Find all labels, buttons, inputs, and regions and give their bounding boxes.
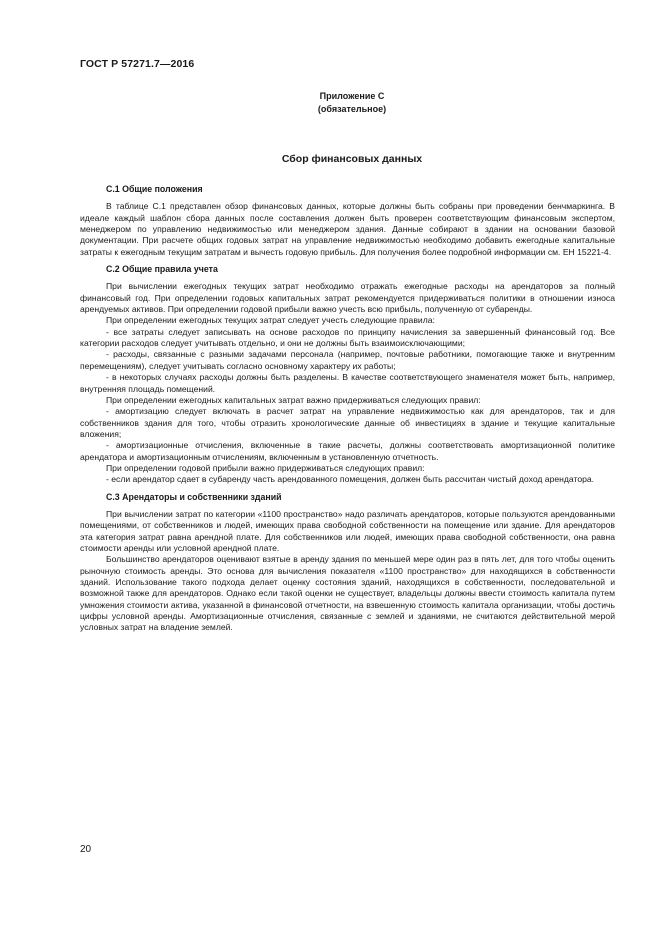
section-heading-c1: С.1 Общие положения xyxy=(106,184,203,194)
appendix-title: Приложение С xyxy=(319,91,385,101)
section-heading-c2: С.2 Общие правила учета xyxy=(106,264,218,275)
list-item: - амортизацию следует включать в расчет затрат на управление недвижимостью как для арендаторов, так и для собственников здания для того, чтобы отразить хронологические данные об инвестициях в здание и текущие капитальные вложения; xyxy=(80,406,615,439)
paragraph: При вычислении затрат по категории «1100 пространство» надо различать арендаторов, которые пользуются арендованными помещениями, от собственников и людей, имеющих права свободной собственности на помещение или здание. Для арендаторов эта категория затрат равна арендной плате. Для собственников или людей, имеющих права свободной собственности, она равна стоимости аренды или условной арендной плате. xyxy=(80,508,615,553)
paragraph: При определении годовой прибыли важно придерживаться следующих правил: xyxy=(106,462,425,473)
paragraph: При определении ежегодных текущих затрат следует учесть следующие правила: xyxy=(106,315,435,326)
list-item: - амортизационные отчисления, включенные в такие расчеты, должны соответствовать амортизационной политике арендатора и амортизационным отчислениям, включенным в установленную отчетность. xyxy=(80,440,615,462)
appendix-status: (обязательное) xyxy=(317,104,387,114)
section-heading-c3: С.3 Арендаторы и собственники зданий xyxy=(106,491,282,502)
appendix-block xyxy=(80,90,588,116)
list-item: - в некоторых случаях расходы должны быть разделены. В качестве соответствующего знаменателя может быть, например, внутренняя площадь помещений. xyxy=(80,372,615,394)
page-title: Сбор финансовых данных xyxy=(281,153,423,165)
paragraph: При вычислении ежегодных текущих затрат необходимо отражать ежегодные расходы на арендаторов за полный финансовый год. При определении годовых капитальных затрат рекомендуется придерживаться политики в отношении износа арендуемых активов. При определении годовой прибыли важно учесть всю прибыль, полученную от субаренды. xyxy=(80,281,615,315)
list-item: - все затраты следует записывать на основе расходов по принципу начисления за завершенный финансовый год. Все категории расходов следует учитывать отдельно, и они не должны быть взаимоисключающими; xyxy=(80,326,615,349)
page-number: 20 xyxy=(80,844,92,855)
standard-header: ГОСТ Р 57271.7—2016 xyxy=(80,58,195,70)
document-body xyxy=(80,180,615,634)
paragraph: Большинство арендаторов оценивают взятые в аренду здания по меньшей мере один раз в пять лет, для того чтобы оценить рыночную стоимость аренды. Это основа для вычисления показателя «1100 пространство» для находящихся в собственности зданий. Использование такого подхода делает оценку состояния зданий, находящихся в собственности, последовательной и возможной также для арендаторов. Однако если такой оценки не существует, владельцы должны ввести стоимость капитала путем умножения стоимости актива, указанной в финансовой отчетности, на взвешенную стоимость капитала организации, чтобы достичь цифры условной аренды. Амортизационные отчисления, связанные с землей и зданиями, не считаются действительной мерой условных затрат на владение землей. xyxy=(80,554,615,633)
paragraph: При определении ежегодных капитальных затрат важно придерживаться следующих правил: xyxy=(106,394,481,405)
list-item: - расходы, связанные с разными задачами персонала (например, почтовые работники, помогающие также и внутренним перемещениям), следует учитывать согласно основному характеру их работы; xyxy=(80,349,615,371)
list-item: - если арендатор сдает в субаренду часть арендованного помещения, должен быть рассчитан чистый доход арендатора. xyxy=(106,474,595,485)
paragraph: В таблице С.1 представлен обзор финансовых данных, которые должны быть собраны при проведении бенчмаркинга. В идеале каждый шаблон сбора данных после составления должен быть проверен соответствующим финансовым экспертом, менеджером по управлению недвижимостью или менеджером здания. Данные собирают в здании на основании базовой документации. При расчете общих годовых затрат на управление недвижимостью необходимо добавить ежегодные капитальные затраты к ежегодным текущим затратам и вычесть годовую прибыль. Для получения более подробной информации см. ЕН 15221-4. xyxy=(80,201,615,257)
